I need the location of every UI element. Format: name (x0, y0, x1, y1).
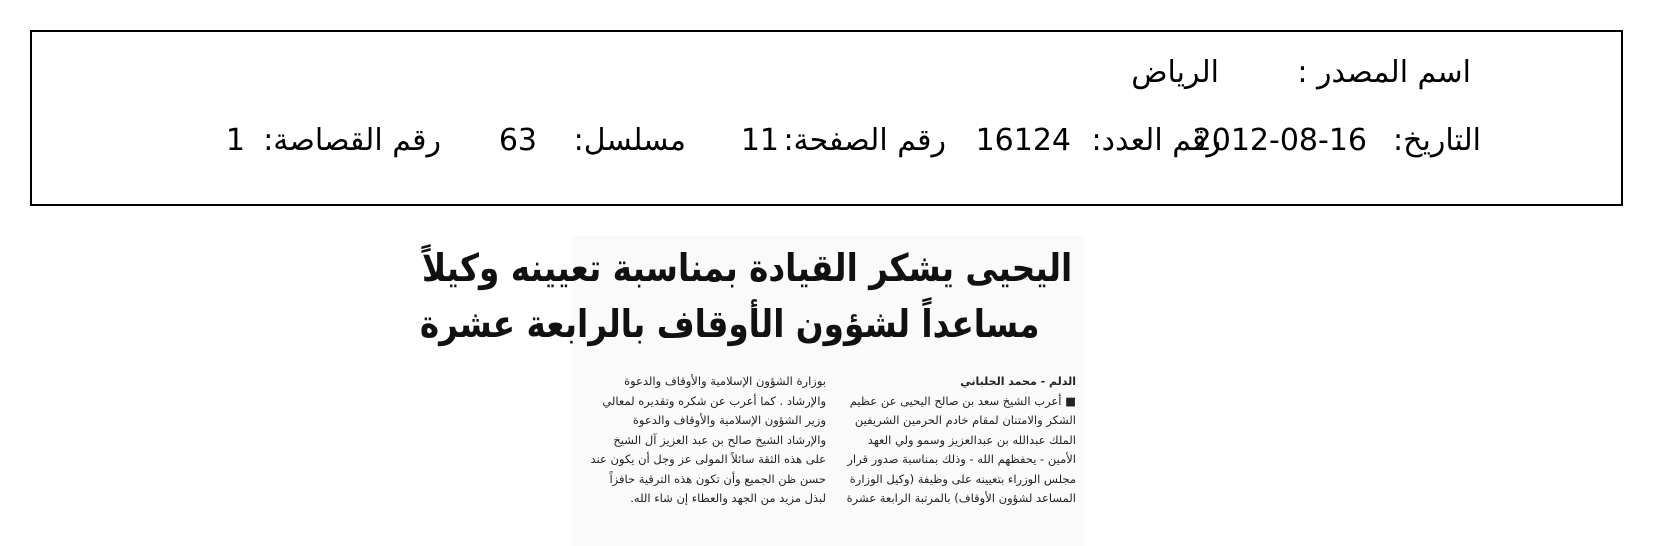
clip-label: رقم القصاصة: (263, 123, 441, 158)
headline-line-2: مساعداً لشؤون الأوقاف بالرابعة عشرة (420, 302, 1040, 346)
article-line: حسن ظن الجميع وأن تكون هذه الترقية حافزاً (609, 471, 826, 486)
serial-value: 63 (498, 123, 537, 158)
article-line: والإرشاد الشيخ صالح بن عبد العزيز آل الشيخ (613, 432, 826, 447)
source-label: اسم المصدر : (1297, 55, 1471, 90)
article-line: ■ أعرب الشيخ سعد بن صالح اليحيى عن عظيم (849, 393, 1076, 408)
article-column-left (590, 372, 826, 509)
issue-label: رقم العدد: (1091, 123, 1221, 158)
page-label: رقم الصفحة: (783, 123, 946, 158)
source-info-box (30, 30, 1623, 206)
article-line: لبذل مزيد من الجهد والعطاء إن شاء الله. (630, 491, 826, 505)
newspaper-clipping (420, 236, 1084, 546)
article-line: بوزارة الشؤون الإسلامية والأوقاف والدعوة (624, 374, 826, 388)
article-line: مجلس الوزراء بتعيينه على وظيفة (وكيل الوزارة (849, 471, 1076, 486)
article-line: الشكر والامتنان لمقام خادم الحرمين الشريفين (854, 413, 1076, 427)
source-value: الرياض (1131, 55, 1219, 90)
clip-value: 1 (225, 123, 245, 158)
article-line: المساعد لشؤون الأوقاف) بالمرتبة الرابعة عشرة (846, 491, 1076, 505)
date-label: التاريخ: (1393, 123, 1481, 158)
issue-value: 16124 (975, 123, 1071, 158)
article-line: الأمين - يحفظهم الله - وذلك بمناسبة صدور قرار (847, 452, 1076, 466)
serial-label: مسلسل: (573, 123, 686, 158)
article-line: وزير الشؤون الإسلامية والأوقاف والدعوة (632, 413, 826, 427)
headline-line-1: اليحيى يشكر القيادة بمناسبة تعيينه وكيلاً (421, 246, 1072, 290)
article-line: والإرشاد . كما أعرب عن شكره وتقديره لمعالي (602, 393, 826, 408)
article-column-right (844, 372, 1076, 509)
date-value: 2012-08-16 (1192, 123, 1367, 158)
page-value: 11 (740, 123, 779, 158)
article-line: الملك عبدالله بن عبدالعزيز وسمو ولي العهد (867, 432, 1076, 447)
article-line: على هذه الثقة سائلاً المولى عز وجل أن يكون عند (590, 452, 826, 466)
byline: الدلم - محمد الحلباني (960, 375, 1076, 388)
